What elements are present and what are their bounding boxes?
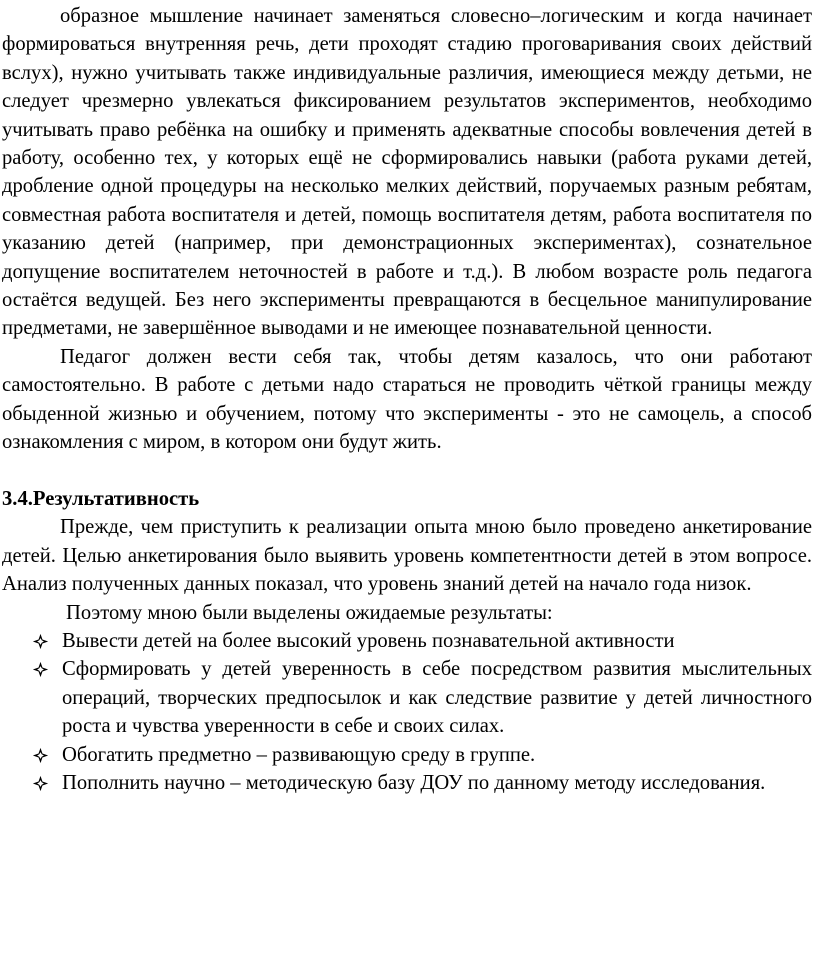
results-intro: Поэтому мною были выделены ожидаемые результаты:: [66, 601, 553, 624]
body-paragraph-2: Педагог должен вести себя так, чтобы детям казалось, что они работают самостоятельно. В работе с детьми надо стараться не проводить чёткой границы между обыденной жизнью и обучением, потому что эксперименты - это не самоцель, а способ ознакомления с миром, в котором они будут жить.: [2, 345, 812, 454]
list-item: [2, 627, 812, 655]
diamond-bullet-icon: [32, 747, 49, 764]
diamond-bullet-icon: [32, 661, 49, 678]
diamond-bullet-icon: [32, 633, 49, 650]
document-page: [2, 0, 812, 797]
diamond-bullet-icon: [32, 775, 49, 792]
blank-line: [2, 457, 812, 485]
list-item-text: Сформировать у детей уверенность в себе посредством развития мыслительных операций, творческих предпосылок и как следствие развитие у детей личностного роста и чувства уверенности в себе и своих силах.: [62, 658, 812, 738]
body-paragraph-1: образное мышление начинает заменяться словесно–логическим и когда начинает формироваться внутренняя речь, дети проходят стадию проговаривания своих действий вслух), нужно учитывать также индивидуальные различия, имеющиеся между детьми, не следует чрезмерно увлекаться фиксированием результатов экспериментов, необходимо учитывать право ребёнка на ошибку и применять адекватные способы вовлечения детей в работу, особенно тех, у которых ещё не сформировались навыки (работа руками детей, дробление одной процедуры на несколько мелких действий, поручаемых разным ребятам, совместная работа воспитателя и детей, помощь воспитателя детям, работа воспитателя по указанию детей (например, при демонстрационных экспериментах), сознательное допущение воспитателем неточностей в работе и т.д.). В любом возрасте роль педагога остаётся ведущей. Без него эксперименты превращаются в бесцельное манипулирование предметами, не завершённое выводами и не имеющее познавательной ценности.: [2, 5, 812, 340]
list-item: [2, 655, 812, 740]
list-item: [2, 769, 812, 797]
list-item-text: Пополнить научно – методическую базу ДОУ по данному методу исследования.: [62, 771, 766, 794]
list-item-text: Вывести детей на более высокий уровень познавательной активности: [62, 629, 675, 652]
expected-results-list: [2, 627, 812, 797]
body-paragraph-3: Прежде, чем приступить к реализации опыта мною было проведено анкетирование детей. Целью анкетирования было выявить уровень компетентности детей в этом вопросе. Анализ полученных данных показал, что уровень знаний детей на начало года низок.: [2, 516, 812, 596]
list-item-text: Обогатить предметно – развивающую среду в группе.: [62, 743, 536, 766]
section-heading: 3.4.Результативность: [2, 487, 200, 510]
list-item: [2, 741, 812, 769]
